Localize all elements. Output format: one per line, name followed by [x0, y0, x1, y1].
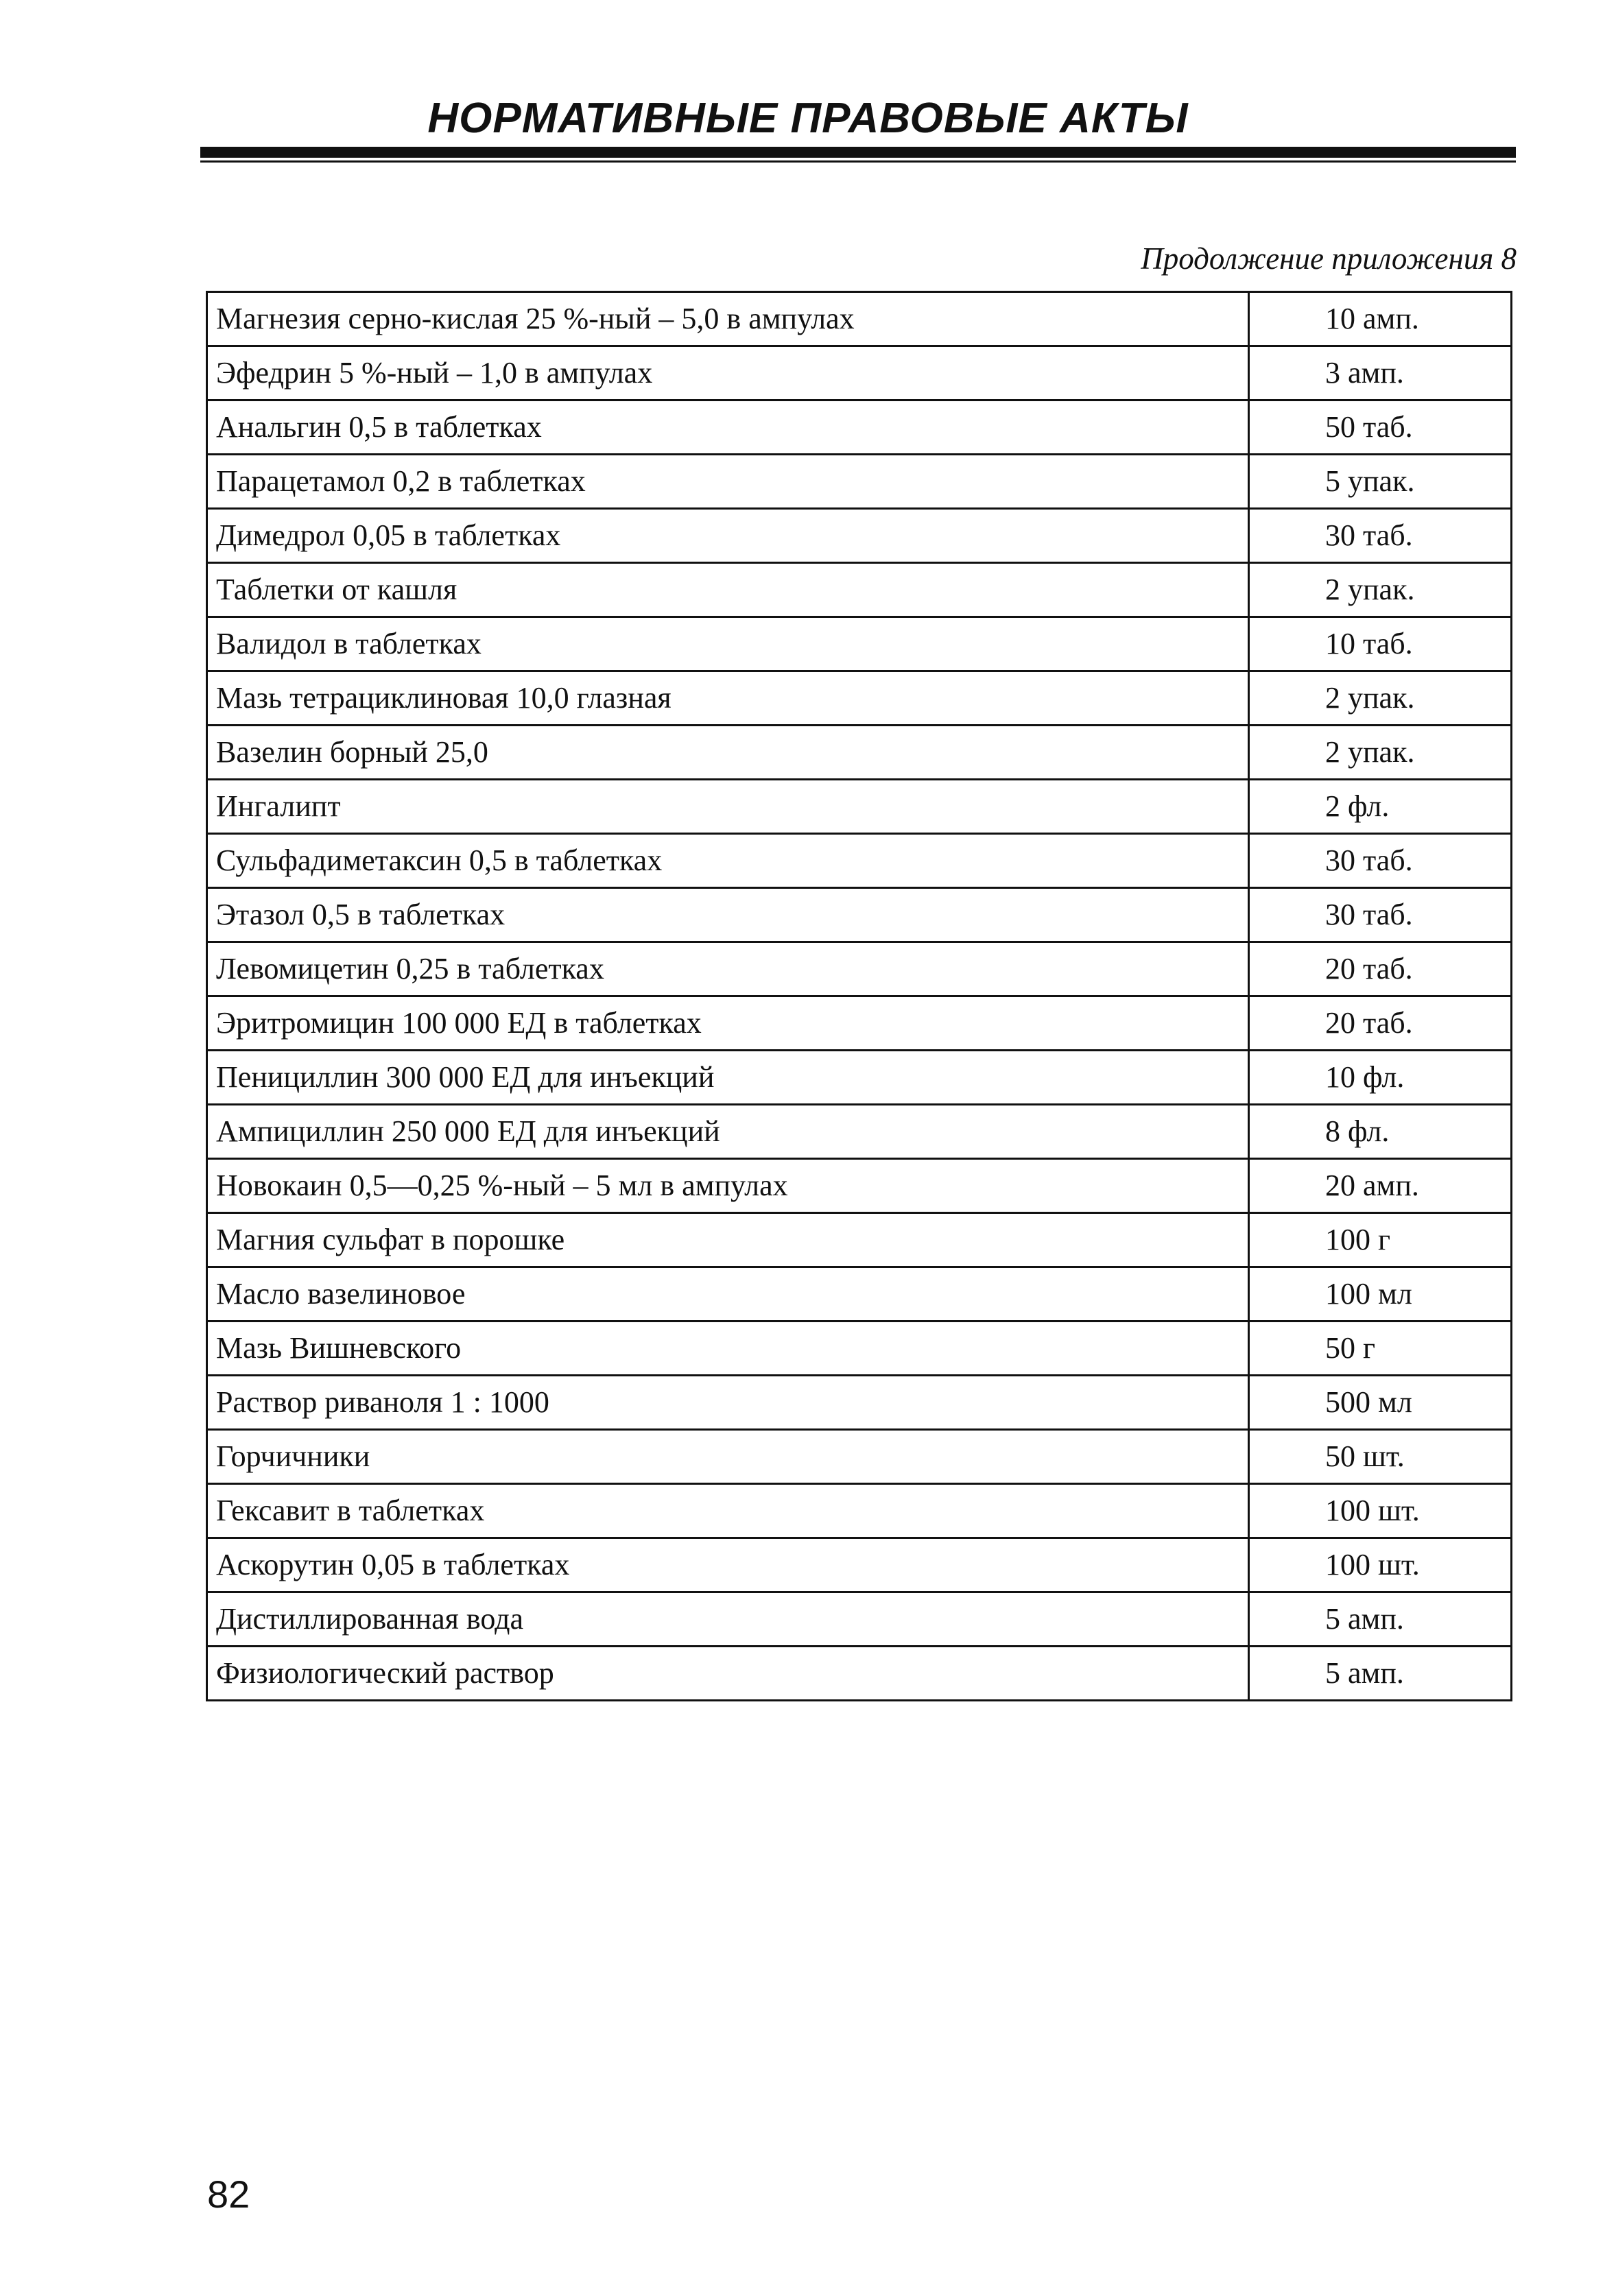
medication-name: Вазелин борный 25,0 — [207, 726, 1249, 780]
medication-quantity: 100 мл — [1249, 1267, 1512, 1322]
table-row — [207, 509, 1512, 563]
medication-quantity: 10 фл. — [1249, 1051, 1512, 1105]
medication-quantity: 20 таб. — [1249, 996, 1512, 1051]
table-row — [207, 1267, 1512, 1322]
medication-name: Аскорутин 0,05 в таблетках — [207, 1538, 1249, 1592]
medication-name: Этазол 0,5 в таблетках — [207, 888, 1249, 942]
medication-quantity: 5 амп. — [1249, 1592, 1512, 1647]
table-row — [207, 292, 1512, 346]
table-row — [207, 1376, 1512, 1430]
medication-quantity: 8 фл. — [1249, 1105, 1512, 1159]
table-row — [207, 1538, 1512, 1592]
medication-name: Эритромицин 100 000 ЕД в таблетках — [207, 996, 1249, 1051]
continuation-note: Продолжение приложения 8 — [1141, 241, 1517, 276]
table-row — [207, 1213, 1512, 1267]
table-row — [207, 726, 1512, 780]
table-row — [207, 1430, 1512, 1484]
medication-name: Анальгин 0,5 в таблетках — [207, 400, 1249, 455]
medication-name: Таблетки от кашля — [207, 563, 1249, 617]
medication-name: Физиологический раствор — [207, 1647, 1249, 1701]
table-row — [207, 834, 1512, 888]
table-row — [207, 996, 1512, 1051]
medication-name: Пенициллин 300 000 ЕД для инъекций — [207, 1051, 1249, 1105]
medication-name: Димедрол 0,05 в таблетках — [207, 509, 1249, 563]
table-row — [207, 1051, 1512, 1105]
medication-quantity: 50 г — [1249, 1322, 1512, 1376]
table-row — [207, 1647, 1512, 1701]
medication-quantity: 2 упак. — [1249, 563, 1512, 617]
table-row — [207, 346, 1512, 400]
table-row — [207, 1322, 1512, 1376]
medication-quantity: 20 амп. — [1249, 1159, 1512, 1213]
table-row — [207, 942, 1512, 996]
page-number: 82 — [207, 2173, 250, 2216]
medication-quantity: 30 таб. — [1249, 888, 1512, 942]
medication-name: Валидол в таблетках — [207, 617, 1249, 671]
medication-name: Мазь тетрациклиновая 10,0 глазная — [207, 671, 1249, 726]
medication-name: Раствор риваноля 1 : 1000 — [207, 1376, 1249, 1430]
page-header-title: НОРМАТИВНЫЕ ПРАВОВЫЕ АКТЫ — [427, 95, 1189, 142]
medication-name: Левомицетин 0,25 в таблетках — [207, 942, 1249, 996]
medication-name: Мазь Вишневского — [207, 1322, 1249, 1376]
medication-name: Сульфадиметаксин 0,5 в таблетках — [207, 834, 1249, 888]
medication-quantity: 50 таб. — [1249, 400, 1512, 455]
medication-name: Ампициллин 250 000 ЕД для инъекций — [207, 1105, 1249, 1159]
medication-quantity: 20 таб. — [1249, 942, 1512, 996]
table-row — [207, 1484, 1512, 1538]
table-row — [207, 455, 1512, 509]
header-rule-thin — [200, 160, 1516, 163]
table-row — [207, 1592, 1512, 1647]
medication-quantity: 30 таб. — [1249, 834, 1512, 888]
medication-quantity: 3 амп. — [1249, 346, 1512, 400]
medication-name: Дистиллированная вода — [207, 1592, 1249, 1647]
medication-name: Магнезия серно-кислая 25 %-ный – 5,0 в ампулах — [207, 292, 1249, 346]
header-rule-thick — [200, 147, 1516, 158]
table-row — [207, 1105, 1512, 1159]
medication-name: Парацетамол 0,2 в таблетках — [207, 455, 1249, 509]
medication-quantity: 2 фл. — [1249, 780, 1512, 834]
medication-name: Масло вазелиновое — [207, 1267, 1249, 1322]
medication-table — [206, 291, 1512, 1701]
medication-quantity: 100 г — [1249, 1213, 1512, 1267]
medication-quantity: 50 шт. — [1249, 1430, 1512, 1484]
medication-quantity: 100 шт. — [1249, 1484, 1512, 1538]
medication-quantity: 2 упак. — [1249, 726, 1512, 780]
medication-name: Гексавит в таблетках — [207, 1484, 1249, 1538]
medication-quantity: 10 амп. — [1249, 292, 1512, 346]
medication-quantity: 10 таб. — [1249, 617, 1512, 671]
medication-name: Магния сульфат в порошке — [207, 1213, 1249, 1267]
table-row — [207, 1159, 1512, 1213]
table-row — [207, 617, 1512, 671]
medication-name: Эфедрин 5 %-ный – 1,0 в ампулах — [207, 346, 1249, 400]
medication-quantity: 5 упак. — [1249, 455, 1512, 509]
table-row — [207, 888, 1512, 942]
table-row — [207, 780, 1512, 834]
table-row — [207, 400, 1512, 455]
medication-name: Новокаин 0,5—0,25 %-ный – 5 мл в ампулах — [207, 1159, 1249, 1213]
medication-quantity: 30 таб. — [1249, 509, 1512, 563]
medication-name: Горчичники — [207, 1430, 1249, 1484]
medication-quantity: 500 мл — [1249, 1376, 1512, 1430]
medication-quantity: 2 упак. — [1249, 671, 1512, 726]
table-row — [207, 563, 1512, 617]
table-row — [207, 671, 1512, 726]
medication-name: Ингалипт — [207, 780, 1249, 834]
medication-quantity: 100 шт. — [1249, 1538, 1512, 1592]
medication-quantity: 5 амп. — [1249, 1647, 1512, 1701]
